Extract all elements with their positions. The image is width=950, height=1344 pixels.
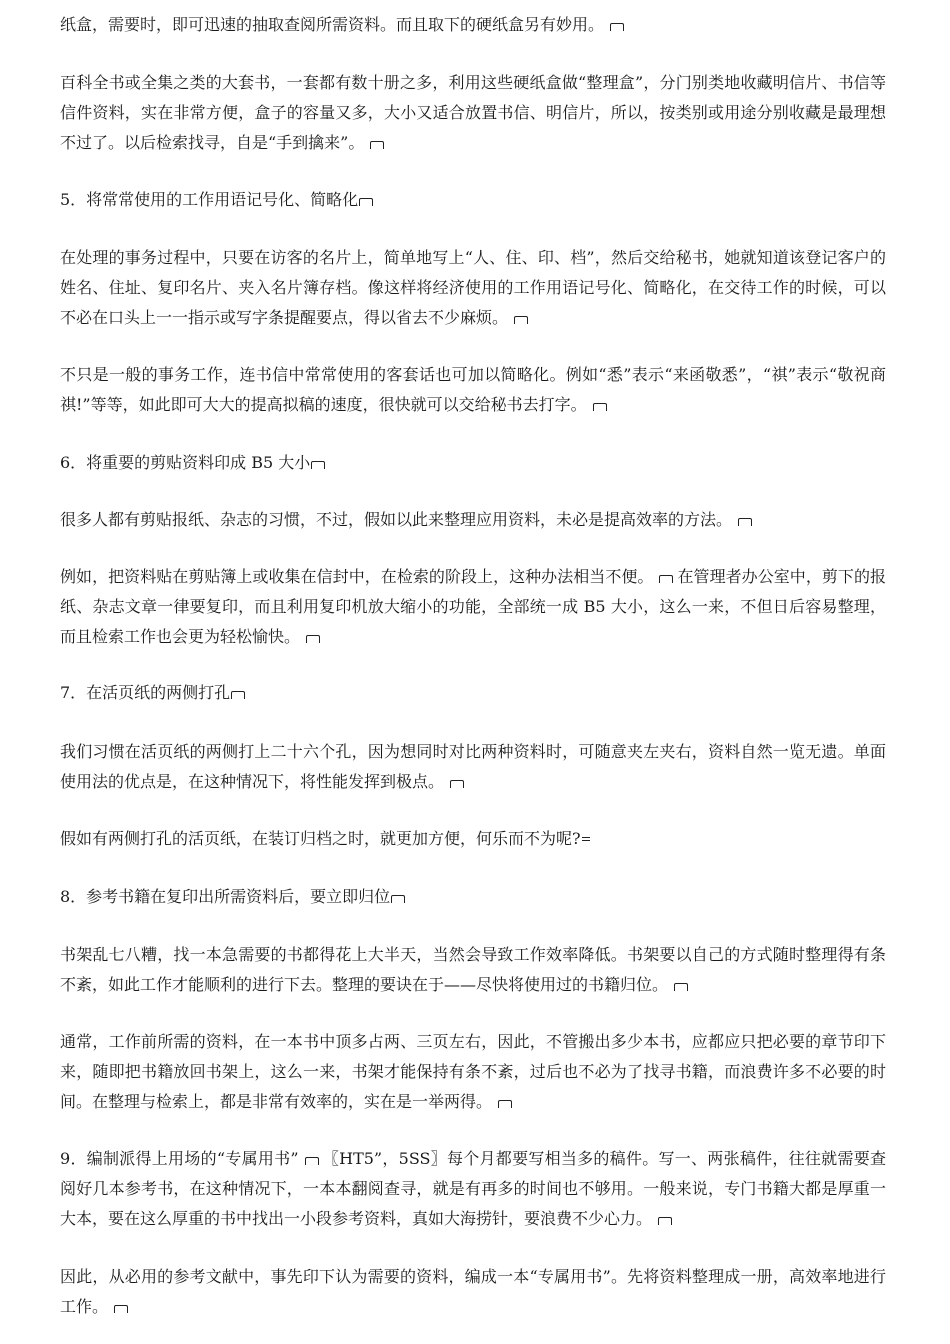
section-heading xyxy=(60,882,886,912)
paragraph-text: 在管理者办公室中，剪下的报纸、杂志文章一律要复印，而且利用复印机放大缩小的功能，全部统一成 B5 大小，这么一来，不但日后容易整理，而且检索工作也会更为轻松愉快。 xyxy=(60,567,886,646)
paragraph-mark-icon xyxy=(738,518,752,526)
paragraph-mark-icon xyxy=(659,575,673,583)
paragraph-mark-icon xyxy=(674,983,688,991)
paragraph xyxy=(60,824,886,854)
paragraph-text: 因此，从必用的参考文献中，事先印下认为需要的资料，编成一本“专属用书”。先将资料整理成一册，高效率地进行工作。 xyxy=(60,1267,886,1316)
paragraph-mark-icon xyxy=(306,635,320,643)
paragraph xyxy=(60,10,886,40)
paragraph-mark-icon xyxy=(391,895,405,903)
heading-text: 7．在活页纸的两侧打孔 xyxy=(60,683,231,702)
paragraph-mark-icon xyxy=(610,23,624,31)
heading-text: 8．参考书籍在复印出所需资料后，要立即归位 xyxy=(60,887,391,906)
paragraph xyxy=(60,360,886,420)
paragraph-text: 纸盒，需要时，即可迅速的抽取查阅所需资料。而且取下的硬纸盒另有妙用。 xyxy=(60,15,605,34)
paragraph-text: 〖HT5”，5SS〗每个月都要写相当多的稿件。写一、两张稿件，往往就需要查阅好几本参考书，在这种情况下，一本本翻阅查寻，就是有再多的时间也不够用。一般来说，专门书籍大都是厚重一大本，要在这么厚重的书中找出一小段参考资料，真如大海捞针，要浪费不少心力。 xyxy=(60,1149,886,1228)
heading-text: 5．将常常使用的工作用语记号化、简略化 xyxy=(60,190,359,209)
paragraph xyxy=(60,737,886,797)
section-heading xyxy=(60,678,886,708)
section-heading xyxy=(60,185,886,215)
paragraph-mark-icon xyxy=(305,1157,319,1165)
paragraph-mark-icon xyxy=(450,780,464,788)
paragraph xyxy=(60,505,886,535)
paragraph xyxy=(60,562,886,652)
paragraph-mark-icon xyxy=(359,198,373,206)
paragraph-text: 书架乱七八糟，找一本急需要的书都得花上大半天，当然会导致工作效率降低。书架要以自己的方式随时整理得有条不紊，如此工作才能顺利的进行下去。整理的要诀在于——尽快将使用过的书籍归位。 xyxy=(60,945,886,994)
paragraph-text: 我们习惯在活页纸的两侧打上二十六个孔，因为想同时对比两种资料时，可随意夹左夹右，资料自然一览无遗。单面使用法的优点是，在这种情况下，将性能发挥到极点。 xyxy=(60,742,886,791)
paragraph xyxy=(60,1027,886,1117)
paragraph-text: 百科全书或全集之类的大套书，一套都有数十册之多，利用这些硬纸盒做“整理盒”，分门别类地收藏明信片、书信等信件资料，实在非常方便，盒子的容量又多，大小又适合放置书信、明信片，所以，按类别或用途分别收藏是最理想不过了。以后检索找寻，自是“手到擒来”。 xyxy=(60,73,886,152)
paragraph xyxy=(60,940,886,1000)
paragraph-mark-icon xyxy=(514,316,528,324)
paragraph xyxy=(60,243,886,333)
paragraph-mark-icon xyxy=(593,403,607,411)
paragraph-text: 不只是一般的事务工作，连书信中常常使用的客套话也可加以简略化。例如“悉”表示“来函敬悉”，“祺”表示“敬祝商祺!”等等，如此即可大大的提高拟稿的速度，很快就可以交给秘书去打字。 xyxy=(60,365,886,414)
paragraph-mark-icon xyxy=(498,1100,512,1108)
paragraph-mark-icon xyxy=(114,1305,128,1313)
paragraph-text: 很多人都有剪贴报纸、杂志的习惯，不过，假如以此来整理应用资料，未必是提高效率的方法。 xyxy=(60,510,733,529)
paragraph-text: 通常，工作前所需的资料，在一本书中顶多占两、三页左右，因此，不管搬出多少本书，应都应只把必要的章节印下来，随即把书籍放回书架上，这么一来，书架才能保持有条不紊，过后也不必为了找寻书籍，而浪费许多不必要的时间。在整理与检索上，都是非常有效率的，实在是一举两得。 xyxy=(60,1032,886,1111)
paragraph-text: 假如有两侧打孔的活页纸，在装订归档之时，就更加方便，何乐而不为呢? xyxy=(60,829,581,848)
paragraph-end-mark-icon xyxy=(582,837,590,841)
paragraph xyxy=(60,1262,886,1322)
paragraph-mark-icon xyxy=(311,461,325,469)
section-heading-inline: 9．编制派得上用场的“专属用书” xyxy=(60,1149,299,1168)
paragraph xyxy=(60,1144,886,1234)
heading-text: 6．将重要的剪贴资料印成 B5 大小 xyxy=(60,453,311,472)
paragraph-mark-icon xyxy=(370,141,384,149)
section-heading xyxy=(60,448,886,478)
paragraph-text: 在处理的事务过程中，只要在访客的名片上，简单地写上“人、住、印、档”，然后交给秘书，她就知道该登记客户的姓名、住址、复印名片、夹入名片簿存档。像这样将经济使用的工作用语记号化、简略化，在交待工作的时候，可以不必在口头上一一指示或写字条提醒要点，得以省去不少麻烦。 xyxy=(60,248,886,327)
paragraph-text: 例如，把资料贴在剪贴簿上或收集在信封中，在检索的阶段上，这种办法相当不便。 xyxy=(60,567,654,586)
paragraph xyxy=(60,68,886,158)
paragraph-mark-icon xyxy=(231,691,245,699)
paragraph-mark-icon xyxy=(658,1217,672,1225)
